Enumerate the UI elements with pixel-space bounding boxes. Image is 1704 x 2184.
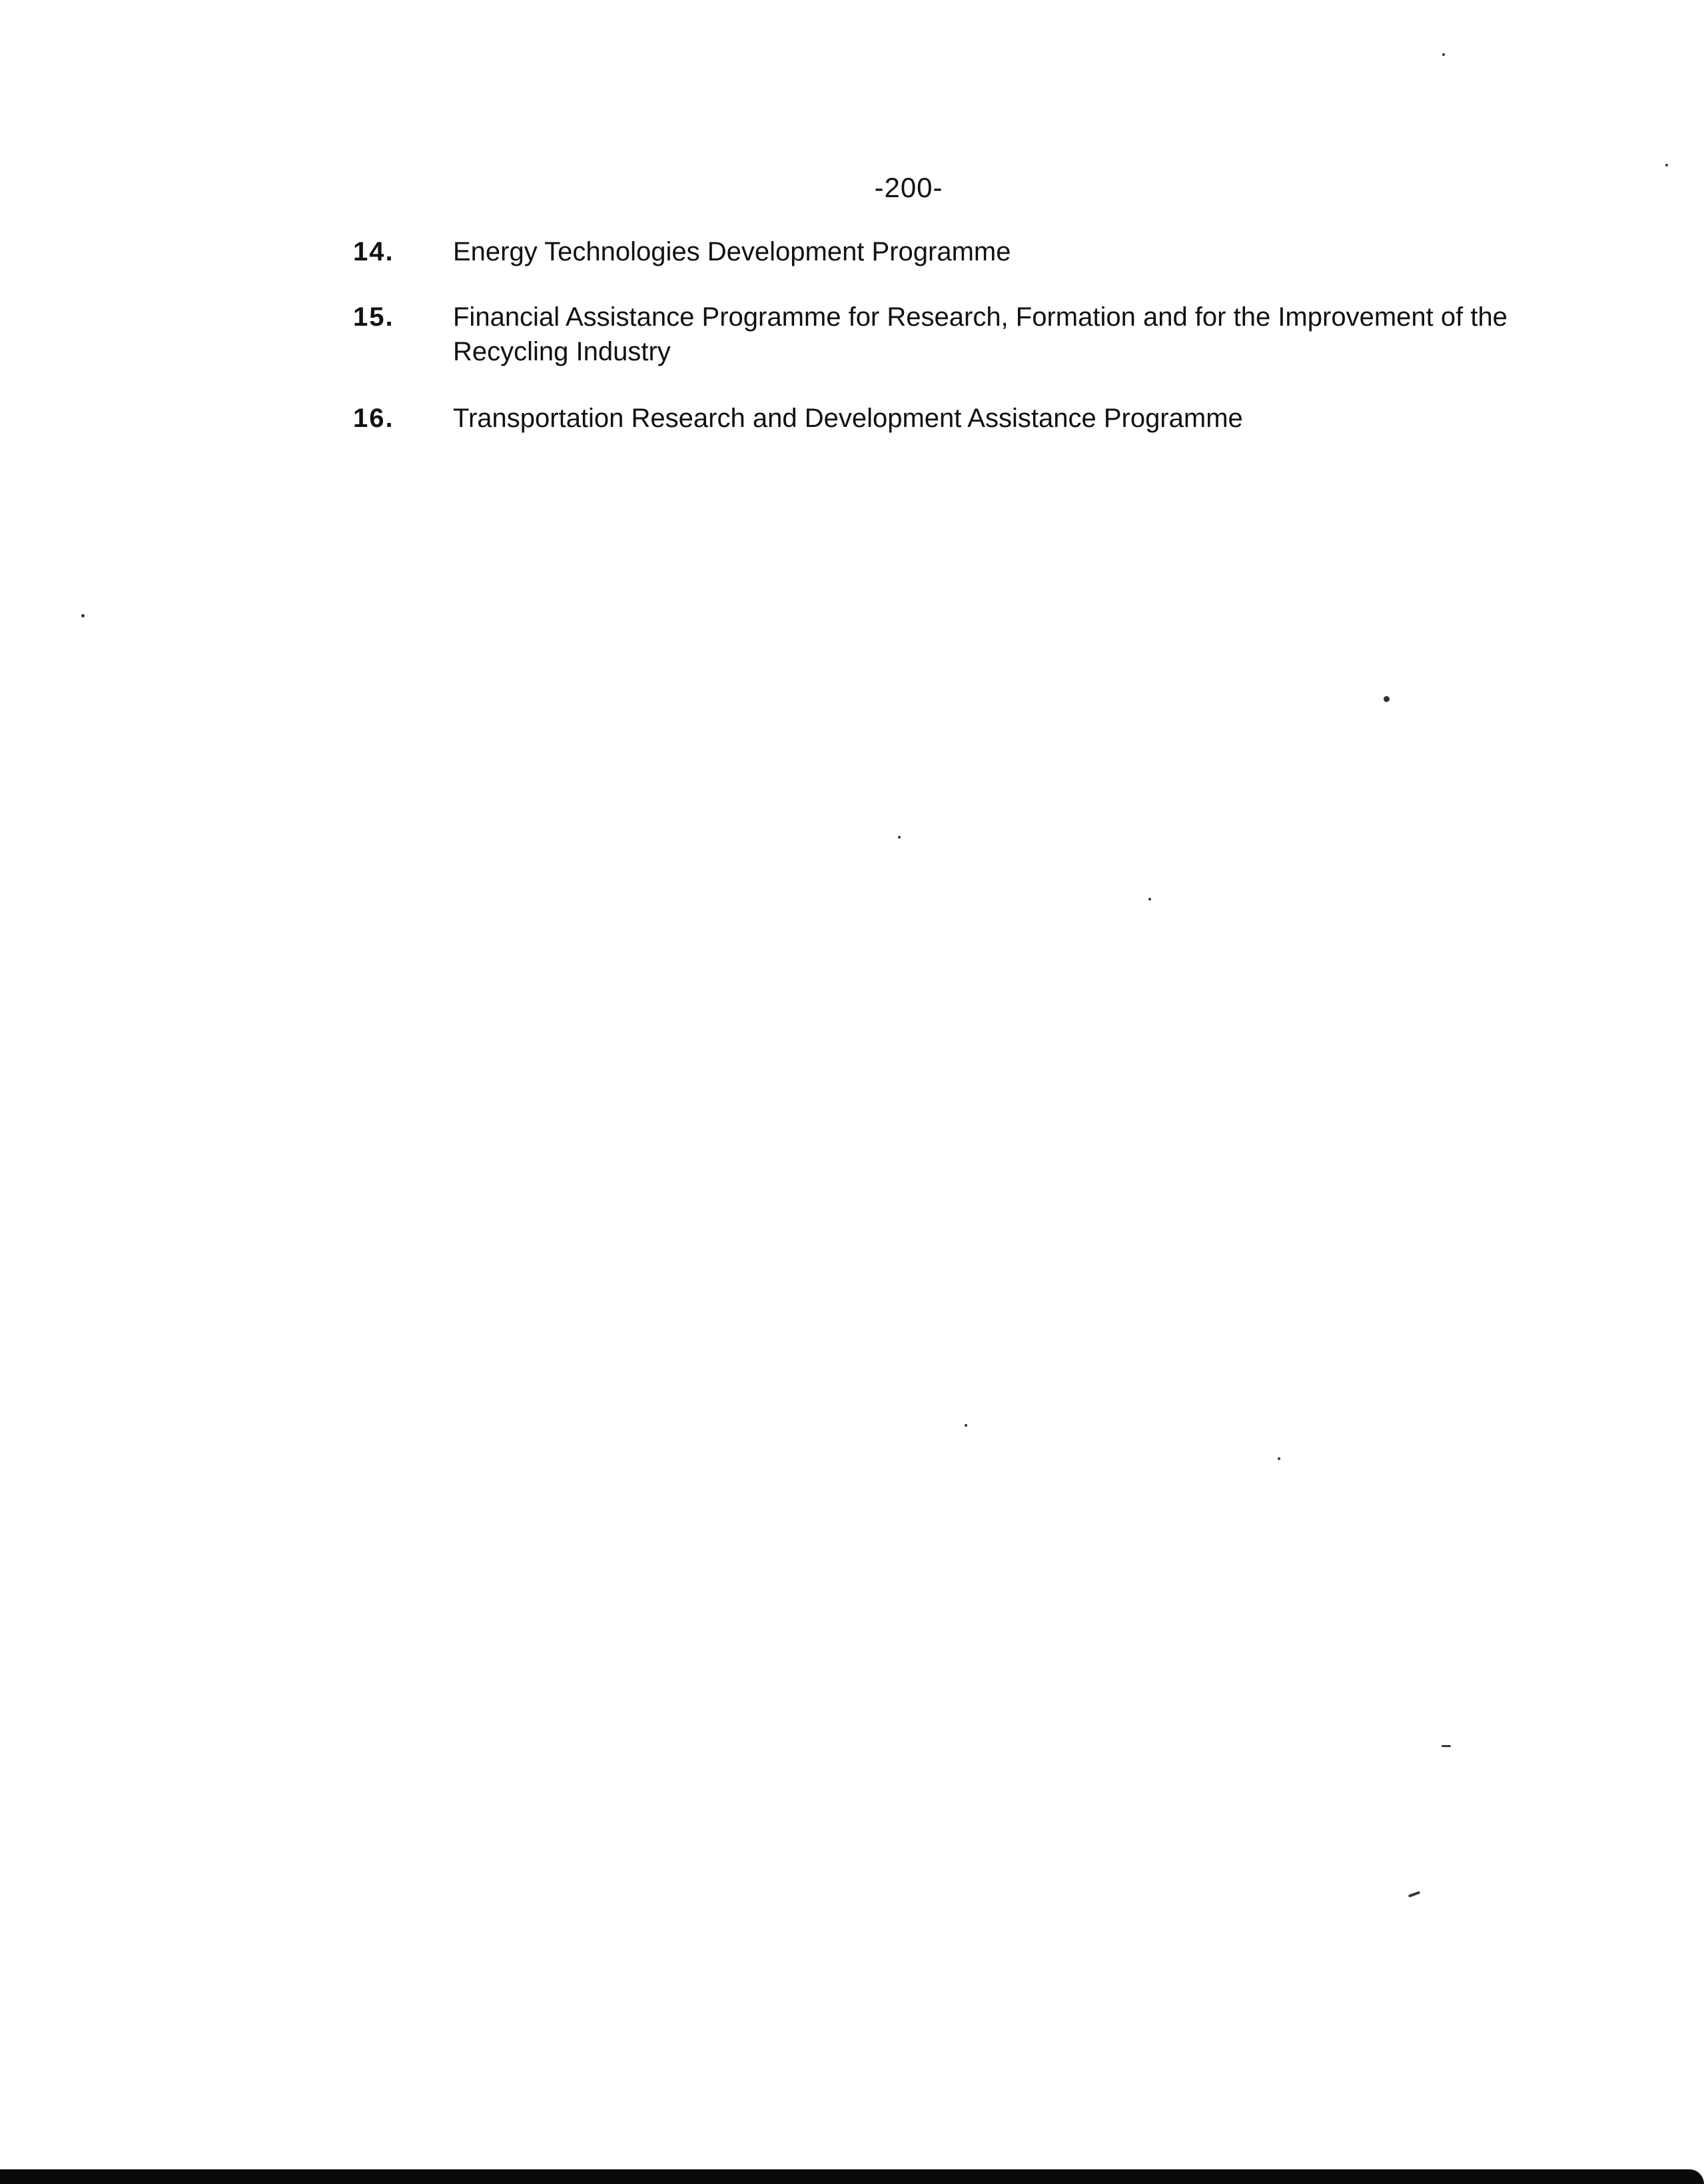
scan-speck — [1665, 164, 1668, 167]
item-text: Financial Assistance Programme for Research, Formation and for the Improvement of the Recycling Industry — [453, 302, 1507, 366]
scan-speck — [965, 1424, 967, 1427]
item-number: 16. — [353, 404, 394, 433]
scan-speck — [81, 614, 85, 617]
item-text: Energy Technologies Development Programme — [453, 237, 1011, 266]
scan-speck — [1278, 1457, 1280, 1460]
item-number: 14. — [353, 237, 394, 266]
scan-speck — [1408, 1891, 1420, 1898]
item-number: 15. — [353, 302, 394, 332]
scan-speck — [1442, 53, 1445, 56]
page-number: -200- — [874, 172, 943, 203]
scan-speck — [1384, 696, 1390, 702]
scan-speck — [898, 836, 901, 839]
scan-speck — [1148, 898, 1151, 901]
item-text: Transportation Research and Development Assistance Programme — [453, 404, 1243, 433]
scan-speck — [1442, 1745, 1451, 1747]
scan-edge-bar — [0, 2169, 1704, 2184]
